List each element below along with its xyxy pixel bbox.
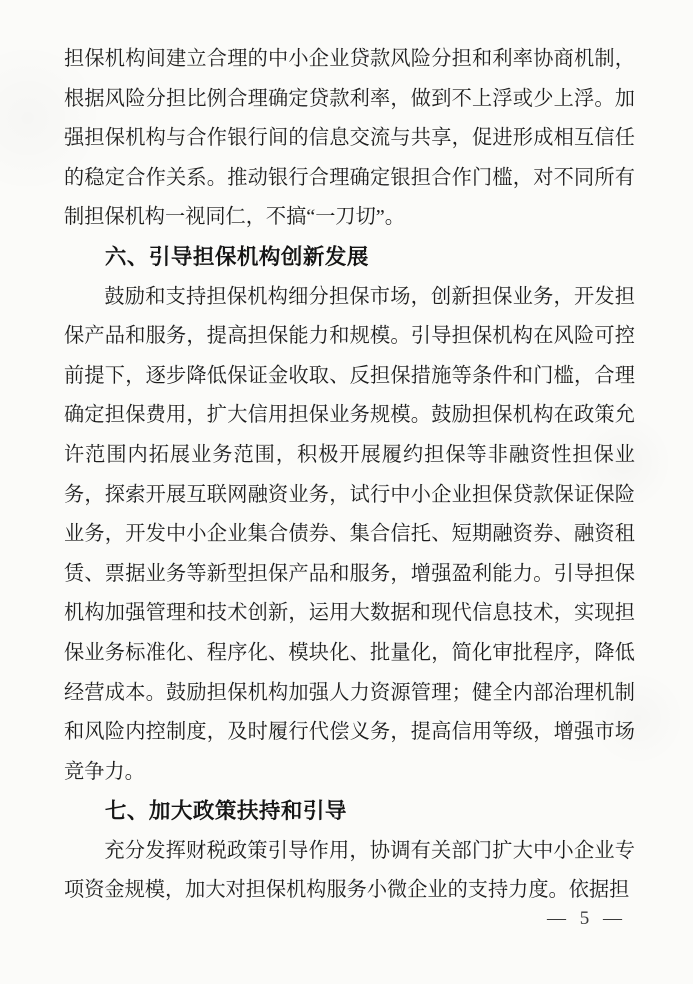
section-heading-7: 七、加大政策扶持和引导	[104, 799, 347, 824]
document-content	[64, 40, 635, 911]
section-body-6: 鼓励和支持担保机构细分担保市场，创新担保业务，开发担保产品和服务，提高担保能力和规模。引导担保机构在风险可控前提下，逐步降低保证金收取、反担保措施等条件和门槛，合理确定担保费用，扩大信用担保业务规模。鼓励担保机构在政策允许范围内拓展业务范围，积极开展履约担保等非融资性担保业务，探索开展互联网融资业务，试行中小企业担保贷款保证保险业务，开发中小企业集合债券、集合信托、短期融资券、融资租赁、票据业务等新型担保产品和服务，增强盈利能力。引导担保机构加强管理和技术创新，运用大数据和现代信息技术，实现担保业务标准化、程序化、模块化、批量化，简化审批程序，降低经营成本。鼓励担保机构加强人力资源管理；健全内部治理机制和风险内控制度，及时履行代偿义务，提高信用等级，增强市场竞争力。	[64, 285, 635, 783]
section-heading-6: 六、引导担保机构创新发展	[104, 244, 369, 269]
intro-paragraph: 担保机构间建立合理的中小企业贷款风险分担和利率协商机制，根据风险分担比例合理确定贷款利率，做到不上浮或少上浮。加强担保机构与合作银行间的信息交流与共享，促进形成相互信任的稳定合作关系。推动银行合理确定银担合作门槛，对不同所有制担保机构一视同仁，不搞“一刀切”。	[64, 48, 635, 229]
page-number: — 5 —	[547, 908, 623, 929]
section-body-7: 充分发挥财税政策引导作用，协调有关部门扩大中小企业专项资金规模，加大对担保机构服务小微企业的支持力度。依据担	[64, 839, 635, 902]
